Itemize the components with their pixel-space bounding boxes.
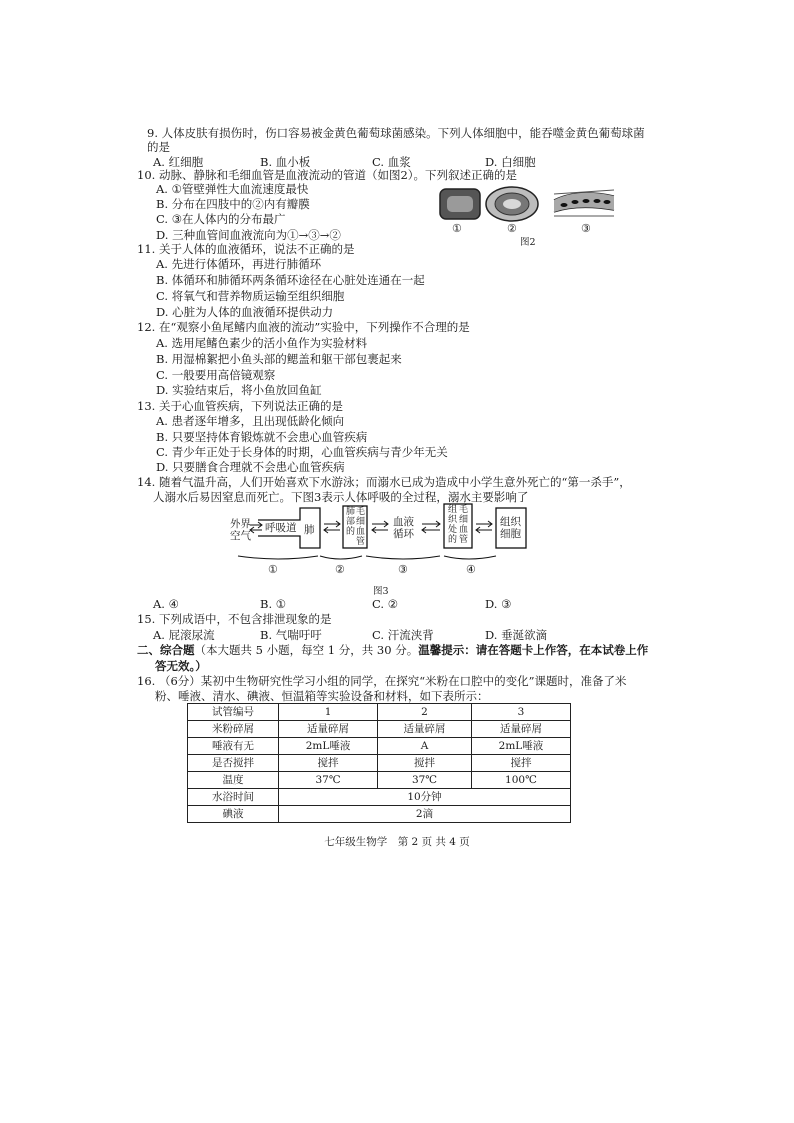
tissue-capillary-char: 的 — [448, 535, 458, 545]
q10-option-b: B. 分布在四肢中的②内有瓣膜 — [156, 197, 310, 211]
lung-capillary-col2 — [356, 507, 365, 547]
tissue-capillary-col1 — [448, 505, 457, 545]
table-cell: 适量碎屑 — [471, 721, 570, 738]
lung-capillary-char: 肺 — [346, 507, 356, 517]
table-header-cell: 试管编号 — [188, 704, 279, 721]
table-header-cell: 1 — [279, 704, 378, 721]
figure-2-caption: 图2 — [520, 237, 536, 248]
blood-circulation-line2: 循环 — [393, 528, 414, 540]
tissue-cell-label — [500, 516, 521, 540]
q9-option-b: B. 血小板 — [260, 155, 311, 169]
outside-air-label — [230, 518, 251, 542]
q11-option-b: B. 体循环和肺循环两条循环途径在心脏处连通在一起 — [156, 273, 425, 287]
lung-capillary-char: 毛 — [356, 507, 366, 517]
q11-option-c: C. 将氧气和营养物质运输至组织细胞 — [156, 289, 345, 303]
tissue-capillary-char: 毛 — [459, 505, 469, 515]
q14-option-c: C. ② — [372, 597, 399, 611]
lung-label: 肺 — [304, 524, 315, 536]
lung-capillary-char: 细 — [356, 517, 366, 527]
table-cell: 水浴时间 — [188, 789, 279, 806]
q12-option-a: A. 选用尾鳍色素少的活小鱼作为实验材料 — [156, 336, 368, 350]
table-merged-cell: 10分钟 — [279, 789, 571, 806]
q9-option-d: D. 白细胞 — [485, 155, 536, 169]
q13-option-c: C. 青少年正处于长身体的时期，心血管疾病与青少年无关 — [156, 445, 448, 459]
q15-option-a: A. 屁滚尿流 — [153, 628, 215, 642]
table-cell: 米粉碎屑 — [188, 721, 279, 738]
table-cell: 适量碎屑 — [279, 721, 378, 738]
tissue-capillary-char: 组 — [448, 505, 458, 515]
table-cell: 37℃ — [279, 772, 378, 789]
section-2-title: 二、综合题 — [137, 643, 195, 657]
q10-option-d: D. 三种血管间血液流向为①→③→② — [156, 228, 341, 242]
q14-option-b: B. ① — [260, 597, 287, 611]
blood-circulation-line1: 血液 — [393, 516, 414, 528]
section-2-heading — [137, 642, 648, 658]
q9-option-c: C. 血浆 — [372, 155, 411, 169]
table-cell: 100℃ — [471, 772, 570, 789]
q15-option-b: B. 气喘吁吁 — [260, 628, 322, 642]
table-cell: 适量碎屑 — [378, 721, 472, 738]
q15-option-d: D. 垂涎欲滴 — [485, 628, 548, 642]
experiment-table — [187, 703, 571, 823]
q10-option-a: A. ①管壁弹性大血流速度最快 — [156, 182, 309, 196]
figure-3-caption: 图3 — [373, 586, 389, 597]
outside-air-line1: 外界 — [230, 518, 251, 530]
tissue-cell-line2: 细胞 — [500, 528, 521, 540]
table-cell: 2mL唾液 — [279, 738, 378, 755]
stage-label-1: ① — [268, 563, 278, 576]
table-row — [188, 806, 571, 823]
stage-label-3: ③ — [398, 563, 408, 576]
q12-option-b: B. 用湿棉絮把小鱼头部的鳃盖和躯干部包裹起来 — [156, 352, 402, 366]
table-row — [188, 755, 571, 772]
table-cell: 2mL唾液 — [471, 738, 570, 755]
table-cell: 是否搅拌 — [188, 755, 279, 772]
tissue-capillary-col2 — [459, 505, 468, 545]
table-row — [188, 738, 571, 755]
table-cell: 37℃ — [378, 772, 472, 789]
q12-option-c: C. 一般要用高倍镜观察 — [156, 368, 276, 382]
table-cell: A — [378, 738, 472, 755]
figure-2-label-2: ② — [507, 222, 517, 235]
q11-stem: 11. 关于人体的血液循环，说法不正确的是 — [137, 242, 355, 256]
q16-stem-line1: 16. （6分）某初中生物研究性学习小组的同学，在探究“米粉在口腔中的变化”课题时，准备了米 — [137, 674, 627, 688]
section-2-tip: 温馨提示：请在答题卡上作答，在本试卷上作 — [418, 643, 649, 657]
q11-option-a: A. 先进行体循环，再进行肺循环 — [156, 257, 322, 271]
q15-option-c: C. 汗流浃背 — [372, 628, 434, 642]
lung-capillary-char: 血 — [356, 527, 366, 537]
outside-air-line2: 空气 — [230, 530, 251, 542]
table-header-cell: 3 — [471, 704, 570, 721]
q12-option-d: D. 实验结束后，将小鱼放回鱼缸 — [156, 383, 322, 397]
table-header-cell: 2 — [378, 704, 472, 721]
tissue-cell-line1: 组织 — [500, 516, 521, 528]
stage-label-2: ② — [335, 563, 345, 576]
lung-capillary-char: 管 — [356, 537, 366, 547]
vessel-3-image — [554, 190, 614, 216]
tissue-capillary-char: 细 — [459, 515, 469, 525]
table-merged-cell: 2滴 — [279, 806, 571, 823]
tissue-capillary-char: 处 — [448, 525, 458, 535]
q12-stem: 12. 在“观察小鱼尾鳍内血液的流动”实验中，下列操作不合理的是 — [137, 320, 470, 334]
table-cell: 碘液 — [188, 806, 279, 823]
q9-stem-line2: 的是 — [147, 140, 170, 154]
q15-stem: 15. 下列成语中，不包含排泄现象的是 — [137, 612, 332, 626]
stage-label-4: ④ — [466, 563, 476, 576]
q13-option-d: D. 只要膳食合理就不会患心血管疾病 — [156, 460, 345, 474]
q13-stem: 13. 关于心血管疾病，下列说法正确的是 — [137, 399, 343, 413]
lung-capillary-col1 — [346, 507, 355, 547]
vessel-1-image — [440, 189, 480, 219]
q14-stem-line1: 14. 随着气温升高，人们开始喜欢下水游泳；而溺水已成为造成中小学生意外死亡的“第一杀手”， — [137, 475, 631, 489]
q10-option-c: C. ③在人体内的分布最广 — [156, 212, 286, 226]
page-footer: 七年级生物学 第 2 页 共 4 页 — [324, 836, 470, 848]
q10-stem: 10. 动脉、静脉和毛细血管是血液流动的管道（如图2）。下列叙述正确的是 — [137, 168, 518, 182]
tissue-capillary-char: 血 — [459, 525, 469, 535]
table-cell: 温度 — [188, 772, 279, 789]
figure-3-respiration-process — [228, 500, 558, 596]
q11-option-d: D. 心脏为人体的血液循环提供动力 — [156, 305, 334, 319]
table-row — [188, 721, 571, 738]
q13-option-b: B. 只要坚持体育锻炼就不会患心血管疾病 — [156, 430, 368, 444]
table-cell: 唾液有无 — [188, 738, 279, 755]
q16-stem-line2: 粉、唾液、清水、碘液、恒温箱等实验设备和材料，如下表所示： — [155, 689, 489, 703]
q14-option-a: A. ④ — [153, 597, 179, 611]
lung-capillary-char: 的 — [346, 527, 356, 537]
airway-label: 呼吸道 — [265, 522, 297, 534]
q9-stem-line1: 9. 人体皮肤有损伤时，伤口容易被金黄色葡萄球菌感染。下列人体细胞中，能吞噬金黄色葡萄球菌 — [147, 126, 645, 140]
vessel-2-image — [486, 187, 538, 221]
q14-option-d: D. ③ — [485, 597, 512, 611]
section-2-note: （本大题共 5 小题，每空 1 分，共 30 分。 — [194, 643, 419, 657]
table-cell: 搅拌 — [279, 755, 378, 772]
tissue-capillary-label — [448, 505, 468, 545]
respiration-diagram-lines — [228, 500, 558, 596]
q9-option-a: A. 红细胞 — [153, 155, 204, 169]
figure-2-label-3: ③ — [581, 222, 591, 235]
lung-capillary-label — [346, 507, 365, 547]
table-row — [188, 789, 571, 806]
table-cell: 搅拌 — [378, 755, 472, 772]
figure-2-label-1: ① — [452, 222, 462, 235]
table-row — [188, 772, 571, 789]
tissue-capillary-char: 管 — [459, 535, 469, 545]
lung-capillary-char: 部 — [346, 517, 356, 527]
section-2-tip-line2: 答无效。） — [155, 659, 207, 673]
figure-2-blood-vessels — [438, 186, 616, 248]
tissue-capillary-char: 织 — [448, 515, 458, 525]
q14-stem-line2: 人溺水后易因窒息而死亡。下图3表示人体呼吸的全过程，溺水主要影响了 — [153, 490, 529, 504]
table-header-row — [188, 704, 571, 721]
blood-circulation-label — [393, 516, 414, 540]
q13-option-a: A. 患者逐年增多，且出现低龄化倾向 — [156, 414, 345, 428]
table-cell: 搅拌 — [471, 755, 570, 772]
